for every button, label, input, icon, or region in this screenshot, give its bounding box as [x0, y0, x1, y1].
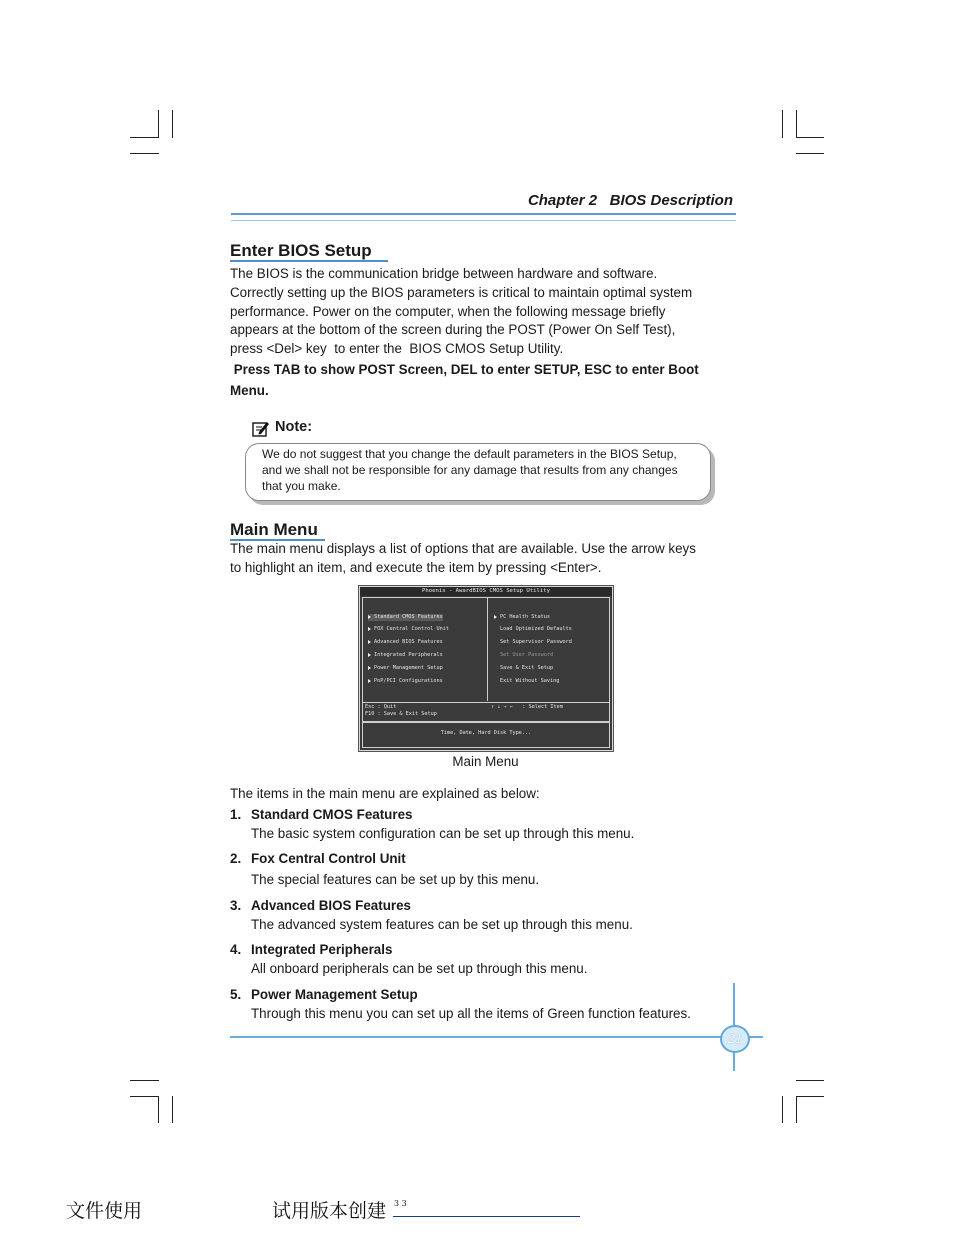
list-item-number: 3. — [230, 898, 242, 913]
list-item-desc: The special features can be set up by this menu. — [251, 872, 540, 887]
note-line: and we shall not be responsible for any damage that results from any changes — [262, 462, 678, 477]
bios-column-divider — [487, 597, 488, 701]
triangle-right-icon — [368, 679, 371, 683]
note-label: Note: — [275, 419, 313, 435]
heading-underline — [230, 260, 388, 262]
bios-item-pc-health[interactable]: PC Health Status — [494, 614, 550, 621]
text-line: performance. Power on the computer, when the following message briefly — [230, 303, 666, 319]
bios-item-advanced-bios[interactable]: Advanced BIOS Features — [368, 639, 443, 646]
triangle-right-icon — [368, 615, 371, 619]
triangle-right-icon — [368, 666, 371, 670]
list-item-title: Power Management Setup — [251, 987, 418, 1002]
text-line: The main menu displays a list of options that are available. Use the arrow keys — [230, 541, 696, 556]
bios-item-fox-central[interactable]: FOX Central Control Unit — [368, 626, 449, 633]
bios-item-standard-cmos[interactable]: Standard CMOS Features — [368, 614, 443, 621]
bios-item-power-management[interactable]: Power Management Setup — [368, 665, 443, 672]
bios-help-quit: Esc : Quit — [365, 704, 397, 710]
text-line: appears at the bottom of the screen during the POST (Power On Self Test), — [230, 322, 676, 338]
bios-screenshot — [359, 586, 613, 751]
text-line: The BIOS is the communication bridge between hardware and software. — [230, 266, 658, 281]
triangle-right-icon — [368, 627, 371, 631]
bios-item-exit-no-save[interactable]: Exit Without Saving — [500, 678, 560, 684]
note-text — [262, 447, 702, 494]
boot-message-line: Menu. — [230, 383, 269, 398]
text-line: press <Del> key to enter the BIOS CMOS Setup Utility. — [230, 341, 564, 357]
footer-superscript: 3 3 — [394, 1199, 407, 1208]
figure-caption: Main Menu — [452, 754, 519, 769]
list-item-desc: The basic system configuration can be set up through this menu. — [251, 826, 635, 841]
list-item-desc: The advanced system features can be set up through this menu. — [251, 917, 633, 932]
bios-item-supervisor-password[interactable]: Set Supervisor Password — [500, 639, 572, 645]
bios-help-save: F10 : Save & Exit Setup — [365, 711, 437, 717]
triangle-right-icon — [368, 640, 371, 644]
section-heading-main-menu: Main Menu — [230, 520, 318, 539]
bios-item-load-defaults[interactable]: Load Optimized Defaults — [500, 626, 572, 632]
note-line: We do not suggest that you change the default parameters in the BIOS Setup, — [262, 447, 677, 461]
footer-left-text: 文件使用 — [66, 1200, 143, 1222]
text-line: Correctly setting up the BIOS parameters is critical to maintain optimal system — [230, 284, 693, 300]
section-label: BIOS Description — [609, 192, 733, 209]
bios-title: Phoenix - AwardBIOS CMOS Setup Utility — [360, 587, 612, 596]
footer-rule — [230, 1036, 763, 1038]
bios-status-text: Time, Date, Hard Disk Type... — [440, 730, 532, 736]
list-item-title: Advanced BIOS Features — [251, 898, 411, 913]
header-rule — [231, 213, 736, 221]
list-item-number: 4. — [230, 942, 242, 957]
list-item-number: 5. — [230, 987, 242, 1002]
list-item-title: Integrated Peripherals — [251, 942, 393, 957]
bios-menu-frame — [362, 597, 610, 703]
items-intro: The items in the main menu are explained as below: — [230, 786, 540, 801]
bios-item-pnp-pci[interactable]: PnP/PCI Configurations — [368, 678, 443, 685]
enter-bios-paragraph — [230, 265, 733, 359]
chapter-label: Chapter 2 — [527, 192, 598, 209]
bios-item-save-exit[interactable]: Save & Exit Setup — [500, 665, 554, 671]
list-item-title: Standard CMOS Features — [251, 807, 413, 822]
footer-underline — [393, 1216, 580, 1217]
note-line: that you make. — [262, 478, 341, 493]
list-item-desc: Through this menu you can set up all the items of Green function features. — [251, 1006, 691, 1021]
section-heading-enter-bios: Enter BIOS Setup — [230, 241, 372, 260]
main-menu-paragraph — [230, 540, 733, 578]
list-item-desc: All onboard peripherals can be set up through this menu. — [251, 961, 588, 976]
note-pencil-icon — [252, 420, 270, 437]
bios-item-integrated-peripherals[interactable]: Integrated Peripherals — [368, 652, 443, 659]
list-item-title: Fox Central Control Unit — [251, 851, 406, 866]
boot-message-line: Press TAB to show POST Screen, DEL to enter SETUP, ESC to enter Boot — [230, 362, 699, 377]
bios-item-user-password[interactable]: Set User Password — [500, 652, 554, 658]
triangle-right-icon — [368, 653, 371, 657]
triangle-right-icon — [494, 615, 497, 619]
text-line: to highlight an item, and execute the item by pressing <Enter>. — [230, 559, 602, 575]
chapter-header — [528, 192, 733, 209]
bios-help-select: ↑ ↓ → ← : Select Item — [491, 704, 563, 710]
page-number-badge: 21 — [720, 1025, 750, 1053]
footer-right-text: 试用版本创建 — [272, 1200, 387, 1222]
list-item-number: 2. — [230, 851, 242, 866]
list-item-number: 1. — [230, 807, 242, 822]
